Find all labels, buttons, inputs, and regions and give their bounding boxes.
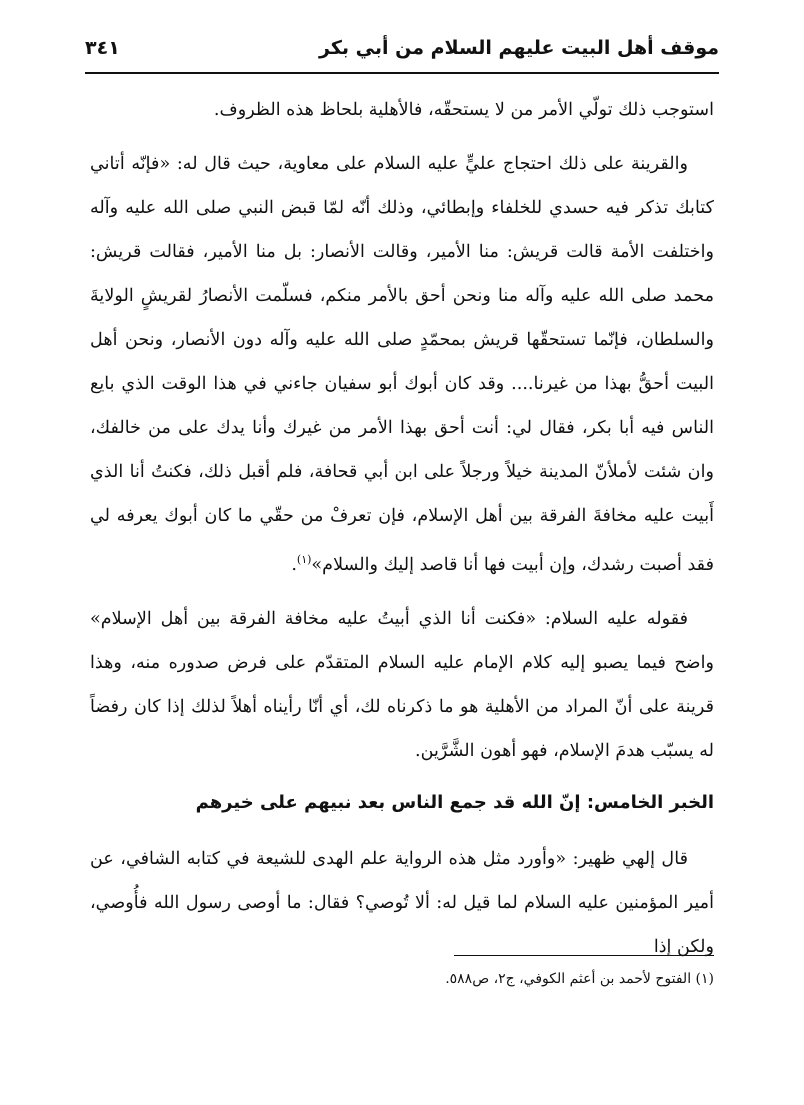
footnote: (١) الفتوح لأحمد بن أعثم الكوفي، ج٢، ص٥٨٨. xyxy=(445,971,714,987)
footnote-reference[interactable]: (١) xyxy=(296,553,312,566)
section-heading: الخبر الخامس: إنّ الله قد جمع الناس بعد نبيهم على خيرهم xyxy=(195,791,714,813)
page-number: ٣٤١ xyxy=(85,37,120,59)
paragraph-1: استوجب ذلك تولّي الأمر من لا يستحقّه، فالأهلية بلحاظ هذه الظروف. xyxy=(213,100,714,120)
paragraph-2-end: . xyxy=(291,554,297,575)
paragraph-3: فقوله عليه السلام: «فكنت أنا الذي أبيتُ عليه مخافة الفرقة بين أهل الإسلام» واضح فيما يصبو إليه كلام الإمام عليه السلام المتقدّم على فرض صدوره منه، وهذا قرينة على أنّ المراد من الأهلية هو ما ذكرناه لك، أي أنّا رأيناه أهلاً لذلك إذا كان رفضاً له يسبّب هدمَ الإسلام، فهو أهون الشَّرَّين. xyxy=(90,608,714,761)
footnote-divider xyxy=(454,955,714,956)
paragraph-2 xyxy=(90,142,714,587)
running-header xyxy=(85,28,719,68)
header-title: موقف أهل البيت عليهم السلام من أبي بكر xyxy=(319,37,719,59)
paragraph-2-text: والقرينة على ذلك احتجاج عليٍّ عليه السلام على معاوية، حيث قال له: «فإنّه أتاني كتابك تذكر فيه حسدي للخلفاء وإبطائي، وذلك أنّه لمّا قبض النبي صلى الله عليه وآله واختلفت الأمة قالت قريش: منا الأمير، وقالت الأنصار: بل منا الأمير، فقالت قريش: محمد صلى الله عليه وآله منا ونحن أحق بالأمر منكم، فسلّمت الأنصارُ لقريشٍ الولايةَ والسلطان، فإنّما تستحقّها قريش بمحمّدٍ صلى الله عليه وآله دون الأنصار، ونحن أهل البيت أحقُّ بهذا من غيرنا.... وقد كان أبوك أبو سفيان جاءني في هذا الوقت الذي بايع الناس فيه أبا بكر، فقال لي: أنت أحق بهذا الأمر من غيرك وأنا يدك على من خالفك، وان شئت لأملأنّ المدينة خيلاً ورجلاً على ابن أبي قحافة، فلم أقبل ذلك، فكنتُ أنا الذي أَبيت عليه مخافةَ الفرقة بين أهل الإسلام، فإن تعرفْ من حقّي ما كان أبوك يعرفه لي فقد أصبت رشدك، وإن أبيت فها أنا قاصد إليك والسلام» xyxy=(90,154,714,575)
body-text xyxy=(90,88,714,979)
header-divider xyxy=(85,72,719,74)
paragraph-4: قال إلهي ظهير: «وأورد مثل هذه الرواية علم الهدى للشيعة في كتابه الشافي، عن أمير المؤمنين عليه السلام لما قيل له: ألا تُوصي؟ فقال: ما أوصى رسول الله فأُوصي، ولكن إذا xyxy=(90,848,714,957)
